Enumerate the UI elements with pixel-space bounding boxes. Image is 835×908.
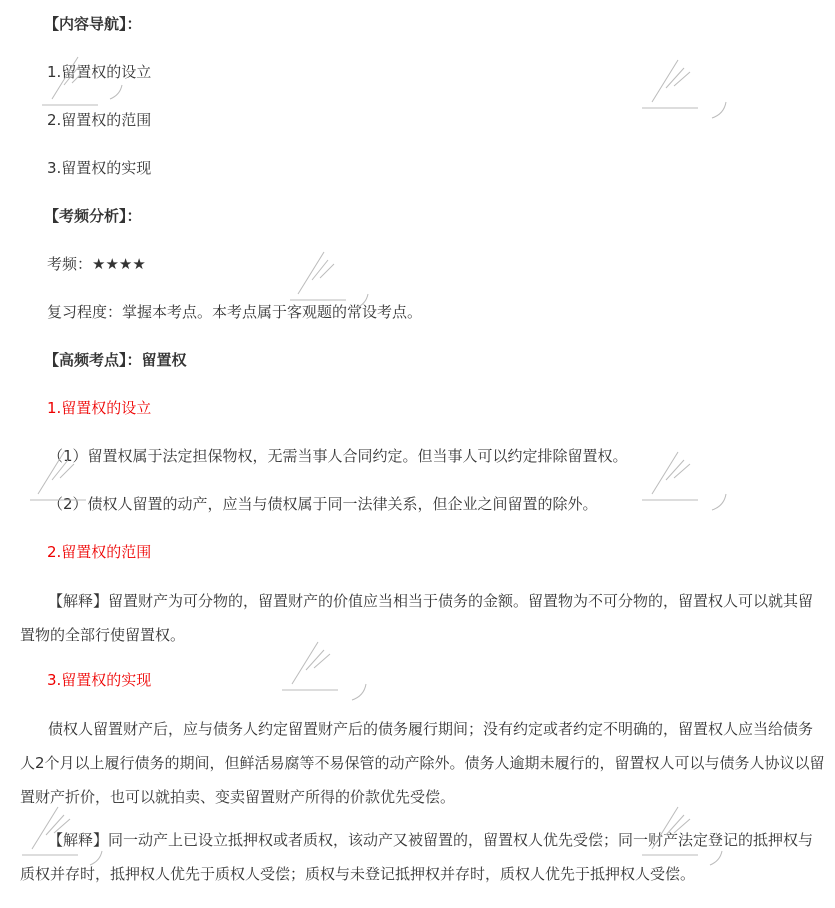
watermark-icon <box>640 450 750 520</box>
realization-explanation: 【解释】同一动产上已设立抵押权或者质权，该动产又被留置的，留置权人优先受偿；同一财产法定登记的抵押权与质权并存时，抵押权人优先于质权人受偿；质权与未登记抵押权并存时，质权人优先于抵押权人受偿。 <box>20 831 814 883</box>
nav-item-2: 2.留置权的范围 <box>47 111 152 129</box>
establishment-point-2: （2）债权人留置的动产，应当与债权属于同一法律关系，但企业之间留置的除外。 <box>48 495 598 513</box>
section-title-realization: 3.留置权的实现 <box>47 671 152 689</box>
section-title-establishment: 1.留置权的设立 <box>47 399 152 417</box>
review-level: 复习程度：掌握本考点。本考点属于客观题的常设考点。 <box>47 303 423 321</box>
scope-explanation: 【解释】留置财产为可分物的，留置财产的价值应当相当于债务的金额。留置物为不可分物的，留置权人可以就其留置物的全部行使留置权。 <box>20 592 814 644</box>
analysis-heading: 【考频分析】： <box>44 207 142 225</box>
watermark-icon <box>640 58 750 128</box>
realization-paragraph: 债权人留置财产后，应与债务人约定留置财产后的债务履行期间；没有约定或者约定不明确的，留置权人应当给债务人2个月以上履行债务的期间，但鲜活易腐等不易保管的动产除外。债务人逾期未履行的，留置权人可以与债务人协议以留置财产折价，也可以就拍卖、变卖留置财产所得的价款优先受偿。 <box>20 720 825 806</box>
nav-item-1: 1.留置权的设立 <box>47 63 152 81</box>
nav-heading: 【内容导航】： <box>44 15 142 33</box>
topic-heading: 【高频考点】：留置权 <box>44 351 187 369</box>
nav-item-3: 3.留置权的实现 <box>47 159 152 177</box>
section-title-scope: 2.留置权的范围 <box>47 543 152 561</box>
frequency-rating: 考频：★★★★ <box>47 255 146 273</box>
establishment-point-1: （1）留置权属于法定担保物权，无需当事人合同约定。但当事人可以约定排除留置权。 <box>48 447 628 465</box>
